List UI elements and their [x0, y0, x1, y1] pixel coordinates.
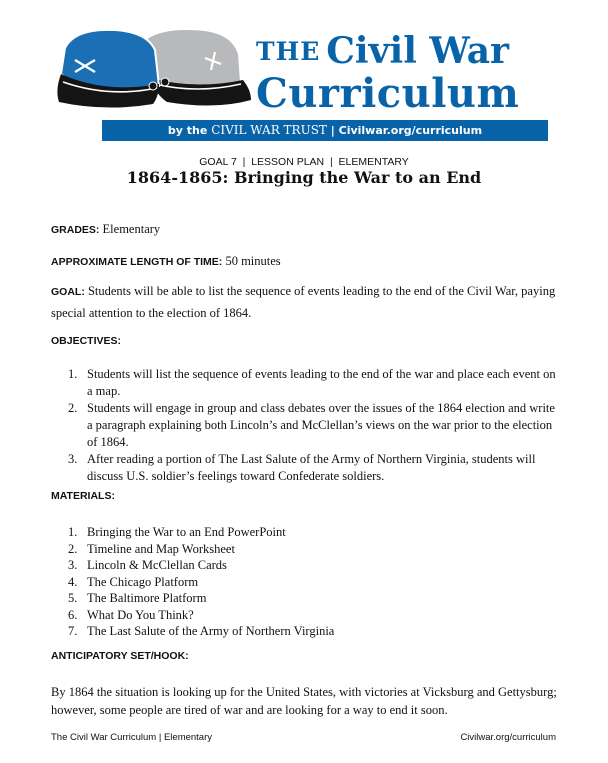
page-title: 1864-1865: Bringing the War to an End: [126, 168, 482, 187]
grades-row: [51, 218, 160, 237]
list-item: 6. What Do You Think?: [68, 607, 194, 622]
logo-civil-war: Civil War: [326, 30, 510, 72]
list-item: 1. Bringing the War to an End PowerPoint: [68, 525, 286, 539]
grades-label: GRADES:: [51, 224, 100, 236]
hook-heading: ANTICIPATORY SET/HOOK:: [51, 650, 189, 662]
logo-title-line2: Curriculum: [256, 70, 520, 117]
materials-list: [68, 524, 558, 640]
banner-org: CIVIL WAR TRUST: [211, 123, 327, 137]
time-label: APPROXIMATE LENGTH OF TIME:: [51, 256, 223, 268]
footer-url[interactable]: Civilwar.org/curriculum: [460, 732, 556, 743]
footer-left: The Civil War Curriculum | Elementary: [51, 732, 213, 743]
list-item: 1. Students will list the sequence of events leading to the end of the war and place each event on a map.: [68, 367, 556, 398]
logo-banner: [102, 120, 548, 141]
logo-title-line1: [256, 30, 509, 72]
time-row: [51, 250, 281, 269]
banner-prefix: by the: [167, 124, 212, 137]
banner-url[interactable]: Civilwar.org/curriculum: [338, 124, 483, 137]
goal-paragraph: [51, 280, 561, 323]
list-item: 2. Students will engage in group and class debates over the issues of the 1864 election and write a paragraph explaining both Lincoln’s and McClellan’s views on the war prior to the election of 1864.: [68, 401, 555, 449]
list-item: 5. The Baltimore Platform: [68, 591, 207, 605]
lesson-kicker: GOAL 7 | LESSON PLAN | ELEMENTARY: [199, 156, 409, 168]
list-item: 3. Lincoln & McClellan Cards: [68, 558, 227, 572]
hook-paragraph: By 1864 the situation is looking up for the United States, with victories at Vicksburg and Gettysburg; however, some people are tired of war and are looking for a way to end it soon.: [51, 685, 557, 717]
list-item: 2. Timeline and Map Worksheet: [68, 541, 235, 556]
goal-text: Students will be able to list the sequence of events leading to the end of the Civil War, paying special attention to the election of 1864.: [51, 284, 556, 320]
objectives-heading: OBJECTIVES:: [51, 335, 122, 347]
list-item: 4. The Chicago Platform: [68, 574, 199, 589]
kepi-hats-icon: [55, 20, 255, 112]
list-item: 3. After reading a portion of The Last Salute of the Army of Northern Virginia, students will discuss U.S. soldier’s feelings toward Confederate soldiers.: [68, 452, 536, 483]
curriculum-logo: [0, 0, 608, 145]
goal-label: GOAL:: [51, 286, 85, 298]
objectives-list: [68, 366, 558, 485]
list-item: 7. The Last Salute of the Army of Northern Virginia: [68, 624, 335, 638]
materials-heading: MATERIALS:: [51, 490, 115, 502]
grades-value: Elementary: [99, 222, 161, 236]
banner-sep: |: [326, 124, 339, 137]
time-value: 50 minutes: [222, 254, 281, 268]
logo-the: THE: [256, 37, 321, 66]
